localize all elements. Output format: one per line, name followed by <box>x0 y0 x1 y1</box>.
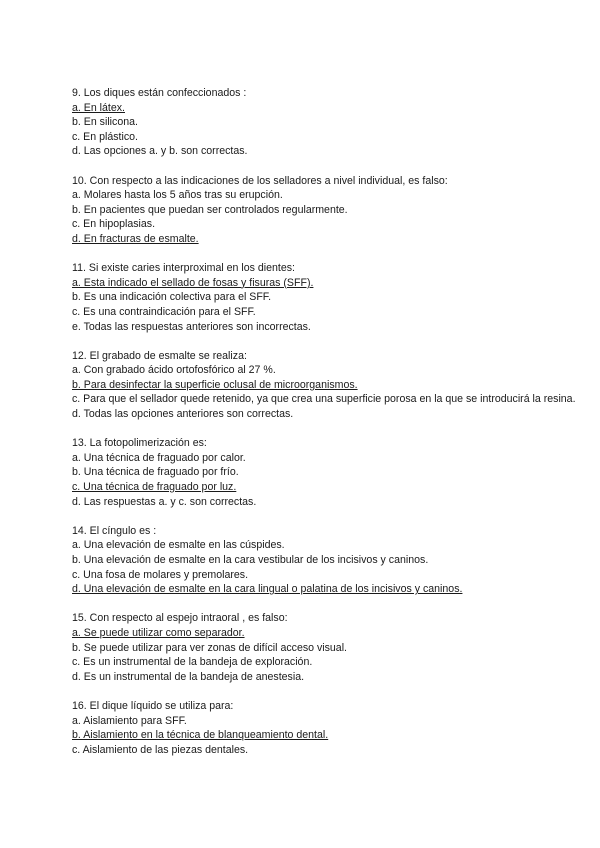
answer-option-text: d. Las opciones a. y b. son correctas. <box>72 145 248 158</box>
answer-option-marked <box>72 626 582 641</box>
answer-option-text: b. Una elevación de esmalte en la cara vestibular de los incisivos y caninos. <box>72 554 429 566</box>
answer-option-text: c. En plástico. <box>72 130 138 143</box>
question-block <box>72 524 582 597</box>
question-block <box>72 436 582 509</box>
answer-option-text: a. En látex. <box>72 101 125 114</box>
answer-option-marked <box>72 378 582 393</box>
answer-option <box>72 465 582 480</box>
question-block <box>72 86 582 159</box>
answer-option-text: b. Aislamiento en la técnica de blanqueamiento dental. <box>72 729 329 742</box>
question-stem: 10. Con respecto a las indicaciones de los selladores a nivel individual, es falso: <box>72 174 448 187</box>
answer-option-marked <box>72 728 582 743</box>
answer-option <box>72 538 582 553</box>
answer-option-text: b. Es una indicación colectiva para el SFF. <box>72 291 272 304</box>
answer-option-text: c. Para que el sellador quede retenido, ya que crea una superficie porosa en la que se introducirá la resina. <box>72 393 576 406</box>
answer-option-text: c. En hipoplasias. <box>72 218 156 231</box>
answer-option-text: c. Es un instrumental de la bandeja de exploración. <box>72 656 313 669</box>
answer-option <box>72 130 582 145</box>
answer-option <box>72 743 582 758</box>
question-block <box>72 349 582 422</box>
answer-option <box>72 495 582 510</box>
question-block <box>72 261 582 334</box>
answer-option <box>72 670 582 685</box>
answer-option-marked <box>72 480 582 495</box>
question-block <box>72 174 582 247</box>
answer-option-text: c. Aislamiento de las piezas dentales. <box>72 743 249 756</box>
question-stem: 12. El grabado de esmalte se realiza: <box>72 349 247 362</box>
answer-option-text: d. Es un instrumental de la bandeja de anestesia. <box>72 670 305 683</box>
answer-option <box>72 641 582 656</box>
answer-option-text: b. Para desinfectar la superficie oclusal de microorganismos. <box>72 378 358 391</box>
answer-option <box>72 553 582 568</box>
answer-option <box>72 568 582 583</box>
question-stem: 14. El cíngulo es : <box>72 524 157 537</box>
question-stem: 11. Si existe caries interproximal en los dientes: <box>72 262 295 275</box>
answer-option-text: c. Una técnica de fraguado por luz. <box>72 481 237 494</box>
answer-option-text: c. Una fosa de molares y premolares. <box>72 568 249 581</box>
question-block <box>72 611 582 684</box>
answer-option-text: b. En silicona. <box>72 116 138 129</box>
answer-option-text: a. Aislamiento para SFF. <box>72 714 187 727</box>
answer-option <box>72 188 582 203</box>
answer-option-text: b. Se puede utilizar para ver zonas de difícil acceso visual. <box>72 641 347 654</box>
answer-option-marked <box>72 101 582 116</box>
answer-option <box>72 363 582 378</box>
answer-option <box>72 203 582 218</box>
answer-option <box>72 217 582 232</box>
answer-option-text: e. Todas las respuestas anteriores son incorrectas. <box>72 320 311 333</box>
question-block <box>72 699 582 757</box>
answer-option <box>72 655 582 670</box>
answer-option-text: a. Molares hasta los 5 años tras su erupción. <box>72 189 283 202</box>
answer-option-text: a. Esta indicado el sellado de fosas y fisuras (SFF). <box>72 276 314 289</box>
answer-option-text: a. Una elevación de esmalte en las cúspides. <box>72 539 285 552</box>
answer-option <box>72 144 582 159</box>
answer-option-text: d. Una elevación de esmalte en la cara lingual o palatina de los incisivos y caninos. <box>72 583 463 596</box>
question-stem: 13. La fotopolimerización es: <box>72 437 207 450</box>
question-stem: 16. El dique líquido se utiliza para: <box>72 699 234 712</box>
answer-option-marked <box>72 582 582 597</box>
answer-option-text: d. Todas las opciones anteriores son correctas. <box>72 408 294 421</box>
answer-option-text: a. Se puede utilizar como separador. <box>72 626 245 639</box>
answer-option <box>72 392 582 407</box>
answer-option <box>72 320 582 335</box>
question-stem: 9. Los diques están confeccionados : <box>72 87 247 99</box>
answer-option-text: b. Una técnica de fraguado por frío. <box>72 466 239 479</box>
answer-option <box>72 290 582 305</box>
answer-option-text: a. Con grabado ácido ortofosfórico al 27 %. <box>72 364 276 377</box>
answer-option-text: c. Es una contraindicación para el SFF. <box>72 305 256 318</box>
answer-option <box>72 115 582 130</box>
answer-option <box>72 714 582 729</box>
question-stem: 15. Con respecto al espejo intraoral , es falso: <box>72 612 288 625</box>
answer-option-marked <box>72 276 582 291</box>
answer-option-text: d. En fracturas de esmalte. <box>72 232 199 245</box>
answer-option <box>72 407 582 422</box>
answer-option-text: b. En pacientes que puedan ser controlados regularmente. <box>72 203 348 216</box>
question-list <box>72 86 582 772</box>
answer-option <box>72 305 582 320</box>
answer-option <box>72 451 582 466</box>
answer-option-text: a. Una técnica de fraguado por calor. <box>72 451 246 464</box>
answer-option-text: d. Las respuestas a. y c. son correctas. <box>72 495 257 508</box>
answer-option-marked <box>72 232 582 247</box>
